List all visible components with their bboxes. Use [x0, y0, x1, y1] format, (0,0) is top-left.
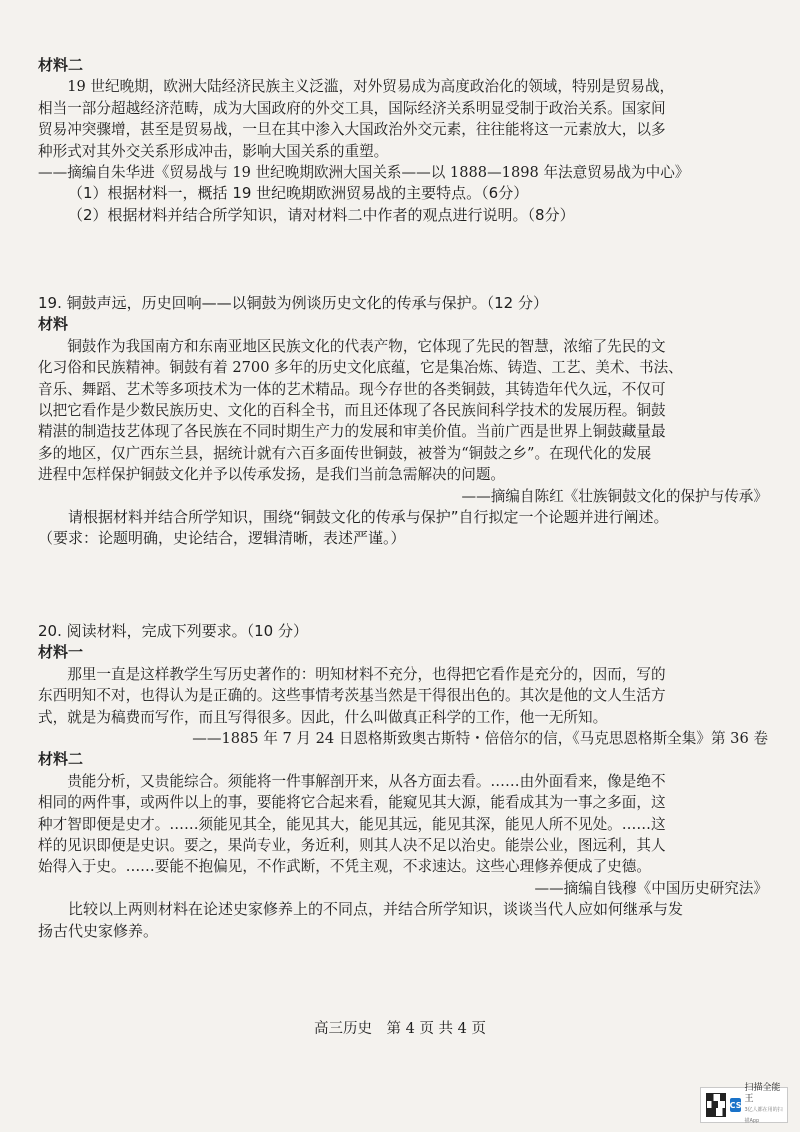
q20-m1-source: ——1885 年 7 月 24 日恩格斯致奥古斯特・倍倍尔的信，《马克思恩格斯全集》第 36 卷	[192, 730, 768, 748]
q19-line-4: 以把它看作是少数民族历史、文化的百科全书，而且还体现了各民族间科学技术的发展历程。铜鼓	[38, 402, 666, 420]
q19-line-2: 化习俗和民族精神。铜鼓有着 2700 多年的历史文化底蕴，它是集冶炼、铸造、工艺、美术、书法、	[38, 359, 683, 377]
qr-code-icon	[706, 1093, 726, 1117]
page-footer: 高三历史 第 4 页 共 4 页	[314, 1021, 486, 1037]
q19-line-5: 精湛的制造技艺体现了各民族在不同时期生产力的发展和审美价值。当前广西是世界上铜鼓藏量最	[38, 423, 666, 441]
q19-line-3: 音乐、舞蹈、艺术等多项技术为一体的艺术精品。现今存世的各类铜鼓，其铸造年代久远，不仅可	[38, 380, 666, 398]
q20-m1-line-3: 式，就是为稿费而写作，而且写得很多。因此，什么叫做真正科学的工作，他一无所知。	[38, 708, 608, 726]
q19-instruction-2: （要求：论题明确，史论结合，逻辑清晰，表述严谨。）	[38, 529, 406, 548]
q19-line-7: 进程中怎样保护铜鼓文化并予以传承发扬，是我们当前急需解决的问题。	[38, 466, 506, 484]
q20-m2-line-5: 始得入于史。……要能不抱偏见，不作武断，不凭主观，不求速达。这些心理修养便成了史德。	[38, 858, 651, 876]
material-2-section	[38, 55, 768, 226]
scanner-tagline: 3亿人都在用的扫描App	[744, 1107, 783, 1124]
q19-line-6: 多的地区，仅广西东兰县，据统计就有六百多面传世铜鼓，被誉为“铜鼓之乡”。在现代化的发展	[38, 444, 652, 462]
q20-m2-line-1: 贵能分析，又贵能综合。须能将一件事解剖开来，从各方面去看。……由外面看来，像是绝不	[67, 772, 666, 790]
material-2-line-1: 19 世纪晚期，欧洲大陆经济民族主义泛滥，对外贸易成为高度政治化的领域，特别是贸易战，	[67, 78, 675, 96]
q20-material-1-heading: 材料一	[38, 643, 84, 662]
q20-material-2-heading: 材料二	[38, 750, 84, 769]
material-2-line-4: 种形式对其外交关系形成冲击，影响大国关系的重塑。	[38, 142, 389, 160]
q20-m2-line-4: 样的见识即便是史识。要之，果尚专业，务近利，则其人决不足以治史。能崇公业，图远利，其人	[38, 837, 666, 855]
material-2-heading: 材料二	[38, 56, 84, 74]
q20-m1-line-2: 东西明知不对，也得认为是正确的。这些事情考茨基当然是干得很出色的。其次是他的文人生活方	[38, 687, 666, 705]
q20-m2-line-3: 种才智即便是史才。……须能见其全，能见其大，能见其远，能见其深，能见人所不见处。……这	[38, 815, 666, 833]
question-20-title: 20. 阅读材料，完成下列要求。（10 分）	[38, 622, 308, 640]
material-2-line-2: 相当一部分超越经济范畴，成为大国政府的外交工具，国际经济关系明显受制于政治关系。国家间	[38, 99, 666, 117]
scanner-name: 扫描全能王	[744, 1083, 781, 1104]
camscanner-logo-icon: CS	[730, 1098, 742, 1112]
q19-source: ——摘编自陈红《壮族铜鼓文化的保护与传承》	[461, 487, 768, 505]
sub-question-1: （1）根据材料一，概括 19 世纪晚期欧洲贸易战的主要特点。（6分）	[68, 184, 529, 203]
sub-question-2: （2）根据材料并结合所学知识，请对材料二中作者的观点进行说明。（8分）	[68, 205, 575, 224]
q20-m2-source: ——摘编自钱穆《中国历史研究法》	[534, 879, 768, 897]
question-20	[38, 621, 768, 942]
q20-instruction-2: 扬古代史家修养。	[38, 921, 159, 940]
scanner-badge	[700, 1083, 788, 1124]
q19-line-1: 铜鼓作为我国南方和东南亚地区民族文化的代表产物，它体现了先民的智慧，浓缩了先民的文	[67, 337, 666, 355]
question-19-material-heading: 材料	[38, 315, 69, 334]
question-19	[38, 293, 768, 550]
material-2-line-3: 贸易冲突骤增，甚至是贸易战，一旦在其中渗入大国政治外交元素，往往能将这一元素放大，以多	[38, 121, 666, 139]
q20-instruction-1: 比较以上两则材料在论述史家修养上的不同点，并结合所学知识，谈谈当代人应如何继承与发	[68, 900, 684, 919]
q19-instruction-1: 请根据材料并结合所学知识，围绕“铜鼓文化的传承与保护”自行拟定一个论题并进行阐述。	[68, 508, 669, 527]
q20-m1-line-1: 那里一直是这样教学生写历史著作的：明知材料不充分，也得把它看作是充分的，因而，写的	[67, 665, 666, 683]
q20-m2-line-2: 相同的两件事，或两件以上的事，要能将它合起来看，能窥见其大源，能看成其为一事之多面，这	[38, 794, 666, 812]
scanner-badge-text	[744, 1083, 787, 1127]
question-19-title: 19. 铜鼓声远，历史回响——以铜鼓为例谈历史文化的传承与保护。（12 分）	[38, 294, 548, 312]
material-2-source: ——摘编自朱华进《贸易战与 19 世纪晚期欧洲大国关系——以 1888—1898 年法意贸易战为中心》	[38, 164, 690, 182]
